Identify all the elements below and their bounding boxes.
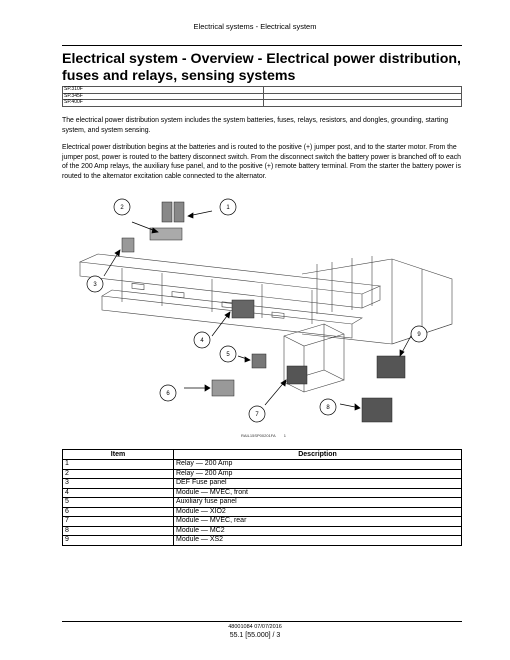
item-number: 6	[63, 507, 174, 517]
item-number: 3	[63, 479, 174, 489]
item-description: Module — MVEC, rear	[174, 517, 462, 527]
table-row	[63, 536, 462, 546]
model-cell: SP.345F	[63, 93, 264, 100]
item-description: Module — XS2	[174, 536, 462, 546]
item-description: DEF Fuse panel	[174, 479, 462, 489]
item-number: 7	[63, 517, 174, 527]
callout-label-4: 4	[200, 338, 204, 344]
model-table	[62, 86, 462, 107]
document-id: 48001084 07/07/2016	[228, 624, 282, 630]
item-table	[62, 449, 462, 546]
item-description: Module — MC2	[174, 526, 462, 536]
component-illustration	[62, 184, 462, 444]
callout-label-3: 3	[93, 282, 97, 288]
item-number: 4	[63, 488, 174, 498]
header-rule	[62, 45, 462, 46]
column-header-item: Item	[63, 450, 174, 460]
figure-number: 1	[283, 433, 286, 438]
distribution-paragraph: Electrical power distribution begins at the batteries and is routed to the positive (+) jumper post, and to the starter motor. From the jumper post, power is routed to the battery disconnect switch. From the disconnect switch the battery power is branched off to each of the 200 Amp relays, the auxiliary fuse panel, and to the positive (+) remote battery terminal. From the starter the battery power is routed to the alternator excitation cable connected to the alternator.	[62, 144, 461, 180]
callout-label-8: 8	[326, 405, 330, 411]
table-row	[63, 460, 462, 470]
callout-label-6: 6	[166, 391, 170, 397]
page-title: Electrical system - Overview - Electrical power distribution, fuses and relays, sensing systems	[62, 51, 461, 84]
callout-label-1: 1	[226, 205, 230, 211]
intro-paragraph: The electrical power distribution system includes the system batteries, fuses, relays, resistors, and dongles, grounding, starting system, and system sensing.	[62, 117, 449, 134]
table-row	[63, 517, 462, 527]
def-fuse-panel	[122, 238, 134, 252]
item-description: Auxiliary fuse panel	[174, 498, 462, 508]
item-number: 2	[63, 469, 174, 479]
page-number: 55.1 [55.000] / 3	[229, 632, 281, 639]
callout-label-2: 2	[120, 205, 124, 211]
callout-label-5: 5	[226, 352, 230, 358]
relay-2	[174, 202, 184, 222]
callout-label-7: 7	[255, 412, 259, 418]
model-cell: SP.400F	[63, 100, 264, 107]
item-description: Relay — 200 Amp	[174, 469, 462, 479]
auxiliary-fuse-panel	[252, 354, 266, 368]
figure-caption	[241, 433, 286, 438]
chassis-drawing	[62, 184, 462, 444]
item-number: 8	[63, 526, 174, 536]
item-description: Module — MVEC, front	[174, 488, 462, 498]
table-row	[63, 479, 462, 489]
mc2-module	[362, 398, 392, 422]
item-description: Module — XIO2	[174, 507, 462, 517]
mvec-front-module	[232, 300, 254, 318]
mvec-rear-module	[287, 366, 307, 384]
relay-1	[162, 202, 172, 222]
item-description: Relay — 200 Amp	[174, 460, 462, 470]
column-header-description: Description	[174, 450, 462, 460]
xs2-module	[377, 356, 405, 378]
model-cell: SP.310F	[63, 87, 264, 94]
callout-label-9: 9	[417, 332, 421, 338]
table-row	[63, 507, 462, 517]
item-number: 9	[63, 536, 174, 546]
xio2-module	[212, 380, 234, 396]
figure-image-id: RAIL15SP00201FA	[241, 433, 276, 438]
footer-rule	[62, 621, 462, 622]
table-row	[63, 526, 462, 536]
running-header: Electrical systems - Electrical system	[193, 22, 317, 31]
item-number: 5	[63, 498, 174, 508]
table-row	[63, 469, 462, 479]
item-number: 1	[63, 460, 174, 470]
table-row	[63, 498, 462, 508]
table-row	[63, 488, 462, 498]
